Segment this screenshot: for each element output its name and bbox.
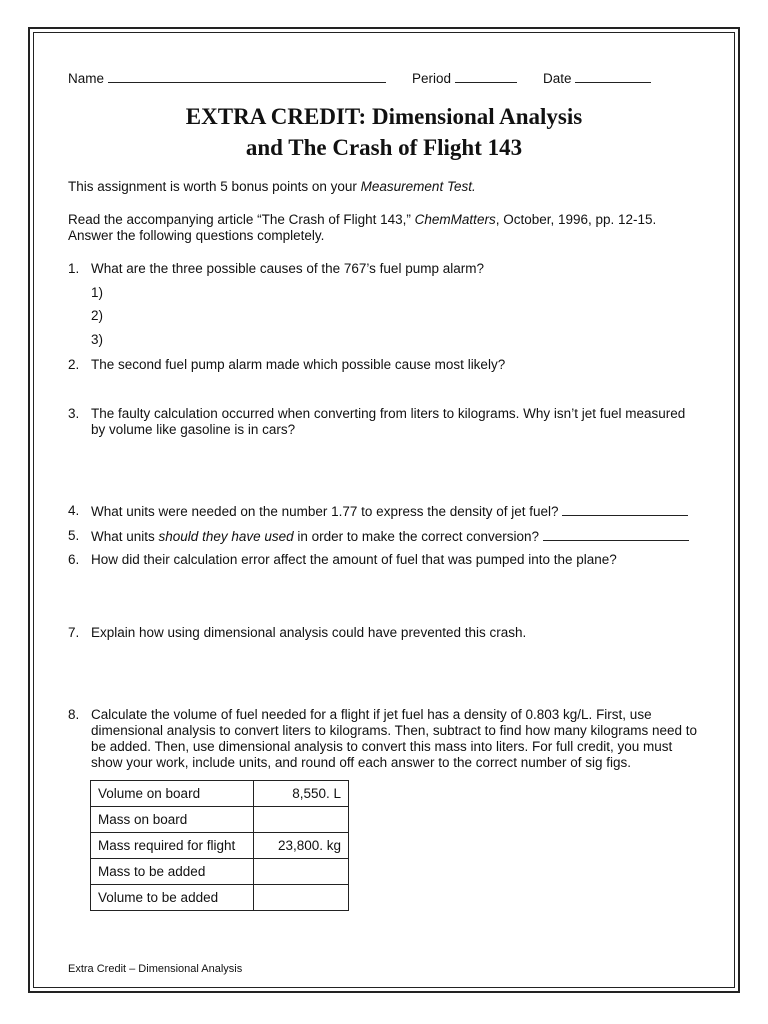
date-label: Date [543,71,572,86]
intro-worth [68,179,476,194]
table-cell-label: Mass on board [91,807,254,833]
table-row [91,859,349,885]
q5-answer-blank[interactable] [543,528,689,541]
intro-read-suffix: , October, 1996, pp. 12-15. [495,212,657,227]
date-blank[interactable] [575,70,651,83]
q7-text: Explain how using dimensional analysis could have prevented this crash. [91,625,527,640]
q2-text: The second fuel pump alarm made which possible cause most likely? [91,357,506,372]
intro-read-line1 [68,212,656,227]
intro-worth-italic: Measurement Test. [360,179,476,194]
intro-read-italic: ChemMatters [414,212,496,227]
table-cell-label: Volume to be added [91,885,254,911]
q6-text: How did their calculation error affect the amount of fuel that was pumped into the plane? [91,552,617,567]
q4-line [91,503,688,519]
q3-text: The faulty calculation occurred when converting from liters to kilograms. Why isn’t jet fuel measured by volume like gasoline is in cars? [91,406,686,437]
table-cell-value[interactable] [254,885,349,911]
table-cell-value[interactable] [254,807,349,833]
table-cell-label: Volume on board [91,781,254,807]
page-title-line1: EXTRA CREDIT: Dimensional Analysis [185,104,583,129]
period-label: Period [412,71,452,86]
q5-number: 5. [68,528,80,543]
table-row [91,781,349,807]
q1-sub-1: 1) [91,285,104,300]
q1-text: What are the three possible causes of the 767’s fuel pump alarm? [91,261,484,276]
table-row [91,807,349,833]
intro-read-text: Read the accompanying article “The Crash of Flight 143,” [68,212,415,227]
table-cell-label: Mass required for flight [91,833,254,859]
fuel-table [90,780,349,911]
table-cell-value: 8,550. L [254,781,349,807]
q8-number: 8. [68,707,80,722]
period-field [412,70,517,86]
page-title-line2: and The Crash of Flight 143 [245,135,523,160]
q7-number: 7. [68,625,80,640]
table-row [91,885,349,911]
intro-worth-text: This assignment is worth 5 bonus points on your [68,179,361,194]
intro-read-line2: Answer the following questions completely. [68,228,325,243]
table-cell-value[interactable] [254,859,349,885]
date-field [543,70,651,86]
q8-text: Calculate the volume of fuel needed for a flight if jet fuel has a density of 0.803 kg/L. First, use dimensional analysis to convert liters to kilograms. Then, subtract to find how many kilograms need to be added. Then, use dimensional analysis to convert this mass into liters. For full credit, you must show your work, include units, and round off each answer to the correct number of sig figs. [91,707,698,770]
name-blank[interactable] [108,70,386,83]
name-field [68,70,386,86]
q1-sub-3: 3) [91,332,104,347]
period-blank[interactable] [455,70,517,83]
q6-number: 6. [68,552,80,567]
q5-text-italic: should they have used [158,529,294,544]
q5-text: What units [91,529,159,544]
table-cell-label: Mass to be added [91,859,254,885]
name-label: Name [68,71,105,86]
q2-number: 2. [68,357,80,372]
page-footer: Extra Credit – Dimensional Analysis [68,963,243,975]
q4-text: What units were needed on the number 1.77 to express the density of jet fuel? [91,504,559,519]
table-row [91,833,349,859]
q5-text-suffix: in order to make the correct conversion? [293,529,540,544]
q1-number: 1. [68,261,80,276]
q4-answer-blank[interactable] [562,503,688,516]
q5-line [91,528,689,544]
q1-sub-2: 2) [91,308,104,323]
q3-number: 3. [68,406,80,421]
table-cell-value: 23,800. kg [254,833,349,859]
q4-number: 4. [68,503,80,518]
